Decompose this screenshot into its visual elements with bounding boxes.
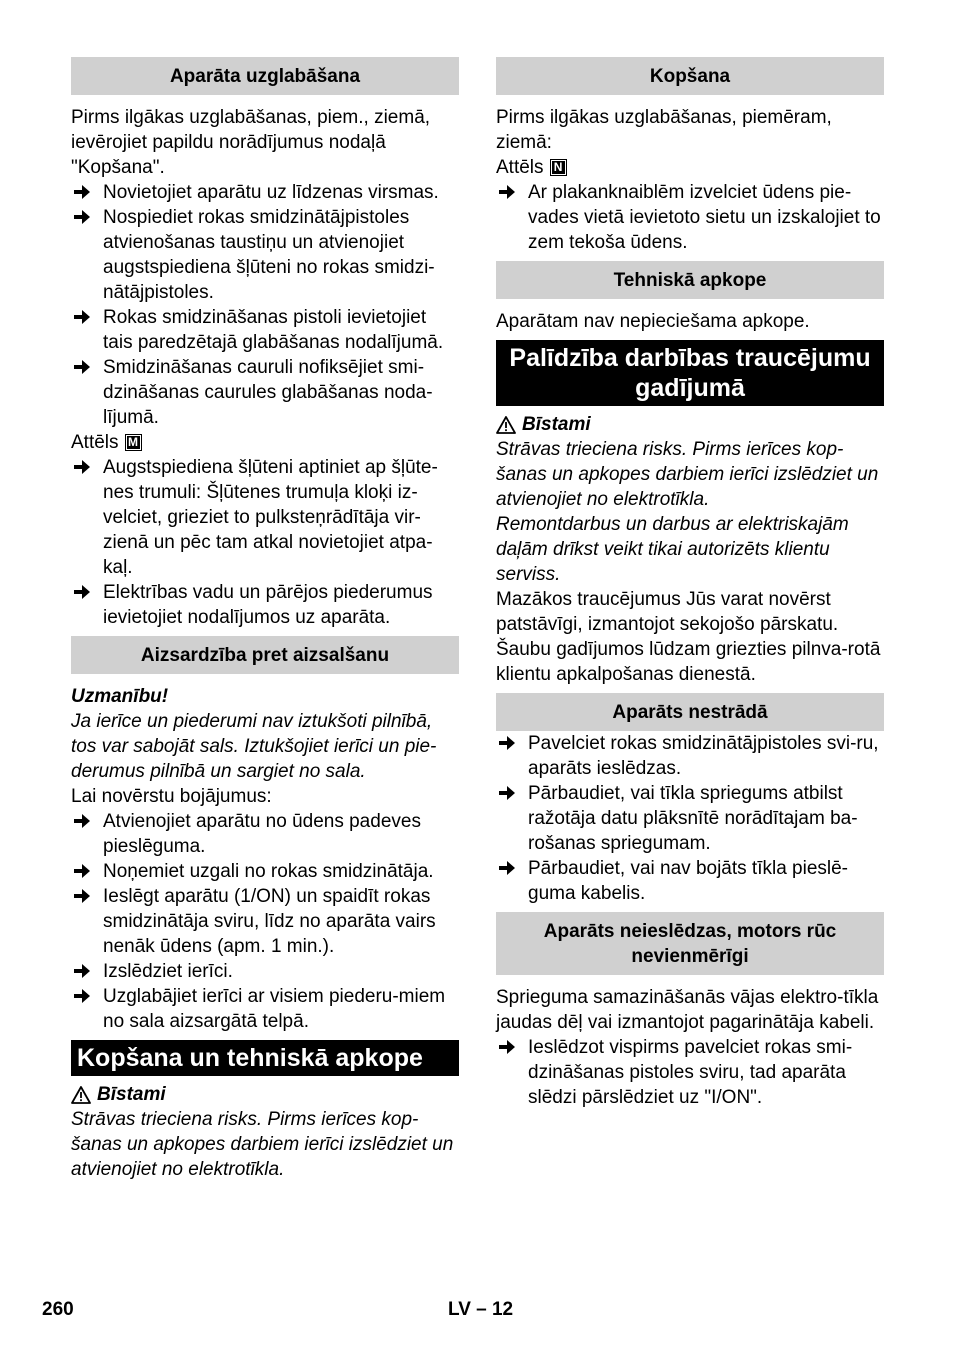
figure-reference-n: Attēls N — [496, 155, 567, 180]
warning-triangle-icon — [496, 416, 516, 434]
list-item: Noņemiet uzgali no rokas smidzinātāja. — [71, 859, 459, 884]
list-item: Uzglabājiet ierīci ar visiem piederu-miem no sala aizsargātā telpā. — [71, 984, 459, 1034]
list-item: Pārbaudiet, vai tīkla spriegums atbilst ražotāja datu plāksnītē norādītajam ba-rošanas spriegumam. — [496, 781, 884, 856]
troubleshooting-text-1: Mazākos traucējumus Jūs varat novērst patstāvīgi, izmantojot sekojošo pārskatu. — [496, 589, 839, 635]
section-heading-not-working: Aparāts nestrādā — [496, 693, 884, 731]
list-item: Izslēdziet ierīci. — [71, 959, 459, 984]
repair-text: Remontdarbus un darbus ar elektriskajām daļām drīkst veikt tikai autorizēts klientu serviss. — [496, 514, 849, 585]
arrow-right-icon — [73, 309, 91, 325]
list-item: Pavelciet rokas smidzinātājpistoles svi-ru, aparāts ieslēdzas. — [496, 731, 884, 781]
section-heading-no-start: Aparāts neieslēdzas, motors rūc nevienmērīgi — [496, 912, 884, 975]
figure-letter-badge: M — [125, 434, 142, 451]
right-column — [496, 57, 884, 1110]
no-start-steps — [496, 1035, 884, 1110]
arrow-right-icon — [73, 863, 91, 879]
arrow-right-icon — [498, 735, 516, 751]
not-working-steps — [496, 731, 884, 906]
list-item: Nospiediet rokas smidzinātājpistoles atvienošanas taustiņu un atvienojiet augstspiediena šļūteni no rokas smidzi-nātājpistoles. — [71, 205, 459, 305]
warning-triangle-icon — [71, 1086, 91, 1104]
arrow-right-icon — [73, 813, 91, 829]
chapter-heading-troubleshooting: Palīdzība darbības traucējumu gadījumā — [496, 340, 884, 406]
list-item: Augstspiediena šļūteni aptiniet ap šļūte-nes trumuli: Šļūtenes trumuļa kloķi iz-velciet, grieziet to pulksteņrādītāja vir-zienā un pēc tam atkal novietojiet atpa-kaļ. — [71, 455, 459, 580]
arrow-right-icon — [73, 888, 91, 904]
left-column — [71, 57, 459, 1182]
page-number: 260 — [42, 1299, 74, 1320]
list-item: Ieslēgt aparātu (1/ON) un spaidīt rokas smidzinātāja sviru, līdz no aparāta vairs nenāk ūdens (apm. 1 min.). — [71, 884, 459, 959]
caution-title: Uzmanību! — [71, 686, 169, 707]
list-item: Pārbaudiet, vai nav bojāts tīkla pieslē-guma kabelis. — [496, 856, 884, 906]
frost-steps — [71, 809, 459, 1034]
list-item: Rokas smidzināšanas pistoli ievietojiet tais paredzētajā glabāšanas nodalījumā. — [71, 305, 459, 355]
section-heading-maintenance: Tehniskā apkope — [496, 261, 884, 299]
list-item: Ieslēdzot vispirms pavelciet rokas smi-dzināšanas pistoles sviru, tad aparāta slēdzi pārslēdziet uz "I/ON". — [496, 1035, 884, 1110]
care-intro: Pirms ilgākas uzglabāšanas, piemēram, ziemā: — [496, 107, 832, 153]
storage-intro: Pirms ilgākas uzglabāšanas, piem., ziemā, ievērojiet papildu norādījumus nodaļā "Kopšana". — [71, 107, 431, 178]
troubleshooting-text-2: Šaubu gadījumos lūdzam griezties pilnva-rotā klientu apkalpošanas dienestā. — [496, 639, 881, 685]
no-start-text: Sprieguma samazināšanās vājas elektro-tīkla jaudas dēļ vai izmantojot pagarinātāja kabeli. — [496, 987, 879, 1033]
arrow-right-icon — [498, 785, 516, 801]
list-item: Novietojiet aparātu uz līdzenas virsmas. — [71, 180, 459, 205]
list-item: Elektrības vadu un pārējos piederumus ievietojiet nodalījumos uz aparāta. — [71, 580, 459, 630]
danger-heading: Bīstami — [71, 1082, 459, 1107]
arrow-right-icon — [73, 184, 91, 200]
section-heading-frost: Aizsardzība pret aizsalšanu — [71, 636, 459, 674]
arrow-right-icon — [73, 359, 91, 375]
chapter-heading-care: Kopšana un tehniskā apkope — [71, 1040, 459, 1076]
arrow-right-icon — [73, 963, 91, 979]
danger-heading: Bīstami — [496, 412, 884, 437]
arrow-right-icon — [498, 184, 516, 200]
caution-text: Ja ierīce un piederumi nav iztukšoti pilnībā, tos var sabojāt sals. Iztukšojiet ierīci un pie-derumus pilnībā un sargiet no sala. — [71, 711, 437, 782]
care-steps — [496, 180, 884, 255]
figure-reference-m: Attēls M — [71, 430, 142, 455]
list-item: Ar plakanknaiblēm izvelciet ūdens pie-vades vietā ievietoto sietu un izskalojiet to zem tekoša ūdens. — [496, 180, 884, 255]
arrow-right-icon — [498, 860, 516, 876]
section-heading-care: Kopšana — [496, 57, 884, 95]
frost-lead: Lai novērstu bojājumus: — [71, 786, 272, 807]
maintenance-text: Aparātam nav nepieciešama apkope. — [496, 311, 810, 332]
danger-text: Strāvas trieciena risks. Pirms ierīces kop-šanas un apkopes darbiem ierīci izslēdziet un atvienojiet no elektrotīkla. — [496, 439, 879, 510]
arrow-right-icon — [73, 209, 91, 225]
language-page-label: LV – 12 — [448, 1299, 514, 1320]
arrow-right-icon — [73, 988, 91, 1004]
storage-steps — [71, 180, 459, 430]
list-item: Atvienojiet aparātu no ūdens padeves pieslēguma. — [71, 809, 459, 859]
danger-text: Strāvas trieciena risks. Pirms ierīces kop-šanas un apkopes darbiem ierīci izslēdziet un atvienojiet no elektrotīkla. — [71, 1109, 454, 1180]
arrow-right-icon — [73, 584, 91, 600]
arrow-right-icon — [73, 459, 91, 475]
storage-steps-2 — [71, 455, 459, 630]
section-heading-storage: Aparāta uzglabāšana — [71, 57, 459, 95]
figure-letter-badge: N — [550, 159, 567, 176]
list-item: Smidzināšanas cauruli nofiksējiet smi-dzināšanas caurules glabāšanas noda-lījumā. — [71, 355, 459, 430]
arrow-right-icon — [498, 1039, 516, 1055]
